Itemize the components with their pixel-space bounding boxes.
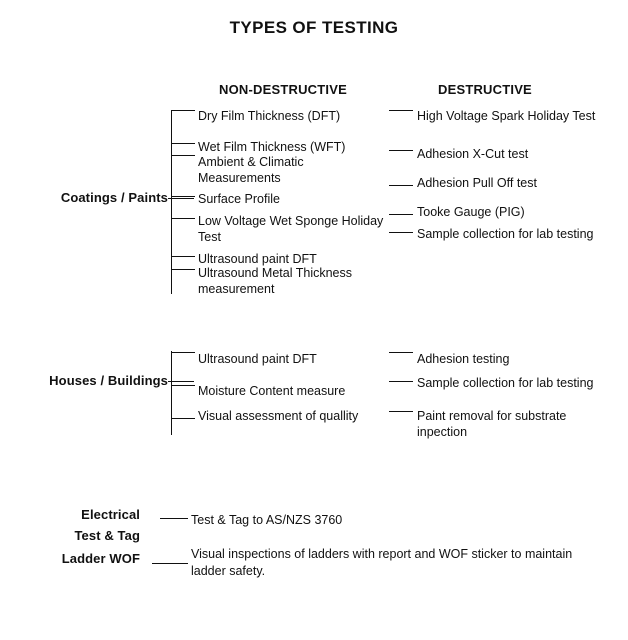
list-item: Test & Tag to AS/NZS 3760 — [191, 513, 343, 527]
bracket-spine-houses — [171, 351, 172, 435]
list-item: Dry Film Thickness (DFT) — [198, 109, 341, 123]
connector-line — [152, 563, 188, 564]
list-item: Adhesion Pull Off test — [417, 176, 537, 190]
list-item: Visual inspections of ladders with report and WOF sticker to maintain ladder safety. — [191, 547, 573, 578]
category-label-electrical — [20, 504, 140, 546]
page-title: TYPES OF TESTING — [229, 18, 399, 37]
list-item: Adhesion X-Cut test — [417, 147, 529, 161]
list-item: Ultrasound paint DFT — [198, 352, 317, 366]
connector-line — [389, 214, 413, 215]
connector-line — [171, 256, 195, 257]
connector-line — [171, 352, 195, 353]
connector-line — [171, 218, 195, 219]
connector-line — [389, 150, 413, 151]
list-item: Sample collection for lab testing — [417, 376, 594, 390]
column-header-nondestructive: NON-DESTRUCTIVE — [219, 82, 347, 97]
connector-line — [160, 518, 188, 519]
connector-line — [389, 232, 413, 233]
connector-line — [389, 185, 413, 186]
category-label-electrical-line1: Electrical — [81, 507, 140, 522]
list-item: Ultrasound paint DFT — [198, 252, 317, 266]
column-header-destructive: DESTRUCTIVE — [438, 82, 532, 97]
connector-line — [171, 196, 195, 197]
connector-line — [171, 269, 195, 270]
list-item: Sample collection for lab testing — [417, 227, 594, 241]
list-item: Visual assessment of quallity — [198, 409, 359, 423]
connector-line — [168, 198, 194, 199]
connector-line — [389, 352, 413, 353]
connector-line — [171, 385, 195, 386]
connector-line — [171, 143, 195, 144]
list-item: Adhesion testing — [417, 352, 510, 366]
category-label-electrical-line2: Test & Tag — [74, 528, 140, 543]
list-item: Moisture Content measure — [198, 384, 346, 398]
list-item: Paint removal for substrate inpection — [417, 409, 567, 439]
category-label-houses: Houses / Buildings — [49, 373, 168, 388]
list-item: High Voltage Spark Holiday Test — [417, 109, 596, 123]
list-item: Ambient & Climatic Measurements — [198, 155, 304, 185]
connector-line — [168, 381, 194, 382]
category-label-coatings: Coatings / Paints — [60, 190, 168, 205]
list-item: Low Voltage Wet Sponge Holiday Test — [198, 214, 384, 244]
bracket-spine-coatings — [171, 110, 172, 294]
connector-line — [171, 155, 195, 156]
list-item: Wet Film Thickness (WFT) — [198, 140, 346, 154]
connector-line — [389, 381, 413, 382]
list-item: Ultrasound Metal Thickness measurement — [198, 266, 353, 296]
category-label-ladder: Ladder WOF — [61, 551, 140, 566]
list-item: Tooke Gauge (PIG) — [417, 205, 525, 219]
connector-line — [389, 411, 413, 412]
list-item: Surface Profile — [198, 192, 280, 206]
connector-line — [171, 110, 195, 111]
connector-line — [389, 110, 413, 111]
connector-line — [171, 418, 195, 419]
